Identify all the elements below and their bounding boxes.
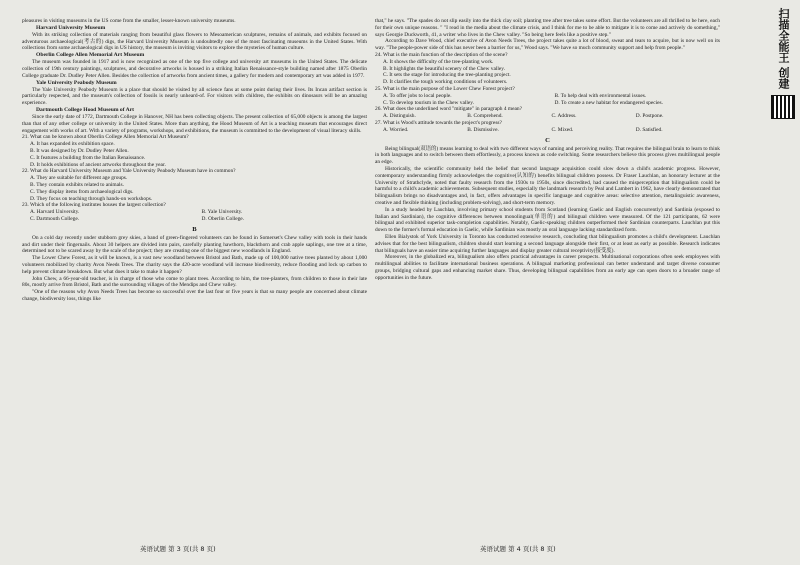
option: D. They focus on teaching through hands-on workshops.	[30, 195, 153, 202]
scanner-watermark	[772, 8, 794, 119]
option: A. They are suitable for different age groups.	[30, 175, 128, 182]
question: 23. Which of the following institutes houses the largest collection?	[22, 202, 166, 209]
museum-text: With its striking collection of materials ranging from beautiful glass flowers to Mesoamerican sculptures, remains of animals, and exhibits focused on adventurous archaeological(考古的) digs, the Harvard University Museum is undoubtedly one of the most fascinating museums in the United States. With collections from some archaeological digs in US history, the museum is inviting visitors to explore the mysteries of human culture.	[22, 31, 367, 52]
option: B. Comprehend.	[467, 113, 503, 120]
left-page	[22, 18, 367, 538]
option-grid	[383, 93, 720, 107]
passage-paragraph: The Lower Chew Forest, as it will be known, is a vast new woodland between Bristol and Bath, made up of 100,000 native trees planted by about 1,000 volunteers mobilized by charity Avon Needs Trees. The charity says the 420-acre woodland will increase biodiversity, reduce flooding and lock up carbon to help prevent climate breakdown. But what does it take to make it happen?	[22, 255, 367, 275]
question: 24. What is the main function of the description of the scene?	[375, 51, 508, 58]
option: A. To offer jobs to local people.	[383, 92, 452, 99]
qr-code-icon	[771, 95, 795, 119]
option: B. Yale University.	[201, 209, 243, 216]
option: A. It has expanded its exhibition space.	[30, 141, 115, 148]
option: B. To help deal with environmental issues.	[554, 92, 647, 99]
museum-text: Since the early date of 1772, Dartmouth College in Hanover, NH has been collecting objects. The present collection of 65,000 objects is among the largest than that of any other college or university in the United States. More than anything, the Hood Museum of Art is a teaching museum that encourages direct engagement with works of art. With a variety of programs, workshops, and exhibitions, the museum is committed to the development of visual literacy skills.	[22, 113, 367, 134]
option: D. It holds exhibitions of ancient artworks throughout the year.	[30, 161, 166, 168]
option: A. Harvard University.	[30, 209, 80, 216]
passage-paragraph: On a cold day recently under stubborn grey skies, a band of green-fingered volunteers can be found in Somerset's Chew valley with tools in their hands and dirt under their fingernails. About 30 helpers are divided into pairs, carefully planting hawthorn, blackthorn and crab apple saplings, one tree at a time, determined not to be scared away by the scale of the project; they are creating one of the biggest new woodlands in England.	[22, 234, 367, 255]
passage-paragraph: In a study headed by Lauchlan, involving primary school students from Scotland (learning Gaelic and English concurrently) and Sardinia (exposed to Italian and Sardinian), the cognitive differences between monolingual(单语的) and bilingual children were measured. Of the 121 participants, 62 were bilingual and exhibited superior task-completion capabilities. Notably, Gaelic-speaking children outperformed their Sardinian counterparts. Lauchlan put this down to the former's formal education in Gaelic, while Sardinian was mostly an oral language lacking standardized form.	[375, 206, 720, 234]
option-grid	[30, 209, 367, 223]
question: 25. What is the main purpose of the Lower Chew Forest project?	[375, 85, 515, 92]
passage-paragraph: According to Dave Wood, chief executive of Avon Needs Trees, the project takes quite a lot of blood, sweat and tears to acquire, but is now well on its way. "The people-power side of this has never been a barrier for us," Wood says. "We have so much community support and help from people."	[375, 38, 720, 52]
passage-paragraph: Historically, the scientific community held the belief that second language acquisition could slow down a child's academic progress. However, contemporary understanding firmly acknowledges the cognitive(认知的) benefits bilingual children possess. Dr Fraser Lauchlan, an honorary lecturer at the University of Strathclyde, noted that faulty research from the 1930s to 1950s, since discredited, had caused the misperception that bilingualism could be harmful to a child's academic achievements. Subsequent studies, especially the landmark research by Peal and Lambert in 1962, have clearly demonstrated that bilingualism brings no disadvantages and, in fact, offers advantages in specific language and cognitive areas: selective attention, metalinguistic awareness, creative and flexible thinking (including problem-solving), and short-term memory.	[375, 165, 720, 206]
passage-paragraph: Ellen Bialystok of York University in Toronto has conducted extensive research, concluding that bilingualism promotes a child's development. Lauchlan advises that for the best bilingualism, children should start learning a second language alongside their first, or at least as early as possible. Research indicates that bilinguals have an easier time acquiring further languages and display greater cultural receptivity(接受度).	[375, 233, 720, 254]
option: D. Oberlin College.	[201, 215, 245, 222]
option-grid	[383, 127, 720, 134]
passage-paragraph: "One of the reasons why Avon Needs Trees has become so successful over the last four or five years is that so many people are concerned about climate change, biodiversity loss, things like	[22, 289, 367, 302]
question: 27. What is Wood's attitude towards the project's progress?	[375, 119, 502, 126]
page-footer: 英语试题 第 3 页(共 8 页)	[140, 545, 216, 553]
option: C. Address.	[551, 113, 577, 120]
option: A. Distinguish.	[383, 113, 416, 120]
option: C. It sets the stage for introducing the tree-planting project.	[383, 72, 511, 79]
option: C. Dartmouth College.	[30, 215, 80, 222]
question: 21. What can be known about Oberlin College Allen Memorial Art Museum?	[22, 134, 189, 141]
option: C. Mixed.	[551, 126, 574, 133]
option: B. They contain exhibits related to animals.	[30, 181, 124, 188]
option: D. Satisfied.	[635, 126, 663, 133]
question: 22. What do Harvard University Museum and Yale University Peabody Museum have in common?	[22, 168, 236, 175]
option: B. It highlights the beautiful scenery of the Chew valley.	[383, 65, 505, 72]
option: C. To develop tourism in the Chew valley.	[383, 99, 474, 106]
museum-heading: Dartmouth College Hood Museum of Art	[36, 106, 135, 113]
option: A. Worried.	[383, 126, 409, 133]
passage-paragraph: Being bilingual(双语的) means learning to deal with two different ways of naming and perceiving reality. That requires the bilingual brain to learn to think in both languages and to switch between them effortlessly, a process known as code switching. Some researchers believe this process gives multilingual people an edge.	[375, 145, 720, 166]
museum-text: The Yale University Peabody Museum is a place that should be visited by all science fans at some point during their lives. Its Incan artifact section is particularly respected, and the museum's collection of fossils is nearly unheard-of. For visitors with children, the exhibits on dinosaurs will be an amazing experience.	[22, 86, 367, 107]
section-label: B	[192, 225, 197, 233]
passage-paragraph: John Chew, a 66-year-old teacher, is in charge of those who come to plant trees. According to him, the tree-planters, from children to those in their late 80s, mostly arrive from Bristol, Bath and the surrounding villages of the Mendips and Chew valley.	[22, 275, 367, 289]
intro-line: pleasures in visiting museums in the US come from the smaller, lesser-known university museums.	[22, 18, 236, 24]
option: A. It shows the difficulty of the tree-planting work.	[383, 58, 494, 65]
museum-text: The museum was founded in 1917 and is now recognized as one of the top five college and university art museums in the United States. The delicate collection of 19th century paintings, sculptures, and decorative artworks is housed in a striking Italian Renaissance-style building named after 1875 Oberlin College graduate Dr. Dudley Peter Allen. Besides the collection of artworks from ancient times, a gallery for modern and contemporary art was added in 1977.	[22, 59, 367, 79]
option: D. Postpone.	[635, 113, 664, 120]
section-label: C	[545, 136, 550, 144]
museum-heading: Oberlin College Allen Memorial Art Museum	[36, 52, 145, 59]
option: C. They display items from archaeological digs.	[30, 188, 134, 195]
option: D. To create a new habitat for endangered species.	[554, 99, 663, 106]
option: B. Dismissive.	[467, 126, 499, 133]
right-page	[375, 18, 720, 538]
option-grid	[383, 113, 720, 120]
museum-heading: Harvard University Museum	[36, 24, 106, 31]
museum-heading: Yale University Peabody Museum	[36, 79, 117, 86]
page-footer: 英语试题 第 4 页(共 8 页)	[480, 545, 556, 553]
option: D. It clarifies the tough working conditions of volunteers.	[383, 79, 508, 86]
option: C. It features a building from the Italian Renaissance.	[30, 154, 146, 161]
question: 26. What does the underlined word "mitigate" in paragraph 4 mean?	[375, 106, 522, 113]
watermark-text: 扫描全能王 创建	[777, 8, 790, 89]
option: B. It was designed by Dr. Dudley Peter Allen.	[30, 147, 129, 154]
passage-paragraph: that," he says. "The spades do not slip easily into the thick clay soil; planting tree after tree takes some effort. But the volunteers are all thrilled to be here, each for their own unique reasons. " "I read in the media about the climate crisis, and I think for me to be able to mitigate it is to come and actively do something," says Georgie Duckworth, 41, a writer who lives in the Chew valley. "So being here feels like a positive step."	[375, 18, 720, 38]
passage-paragraph: Moreover, in the globalized era, bilingualism also offers practical advantages in career prospects. Multinational corporations often seek employees with multilingual abilities to facilitate international business operations. A bilingual marketing professional can better understand and target diverse consumer groups, bridging cultural gaps and enhancing market share. Thus, developing bilingual capabilities from an early age can open doors to a broader range of opportunities in the future.	[375, 254, 720, 281]
